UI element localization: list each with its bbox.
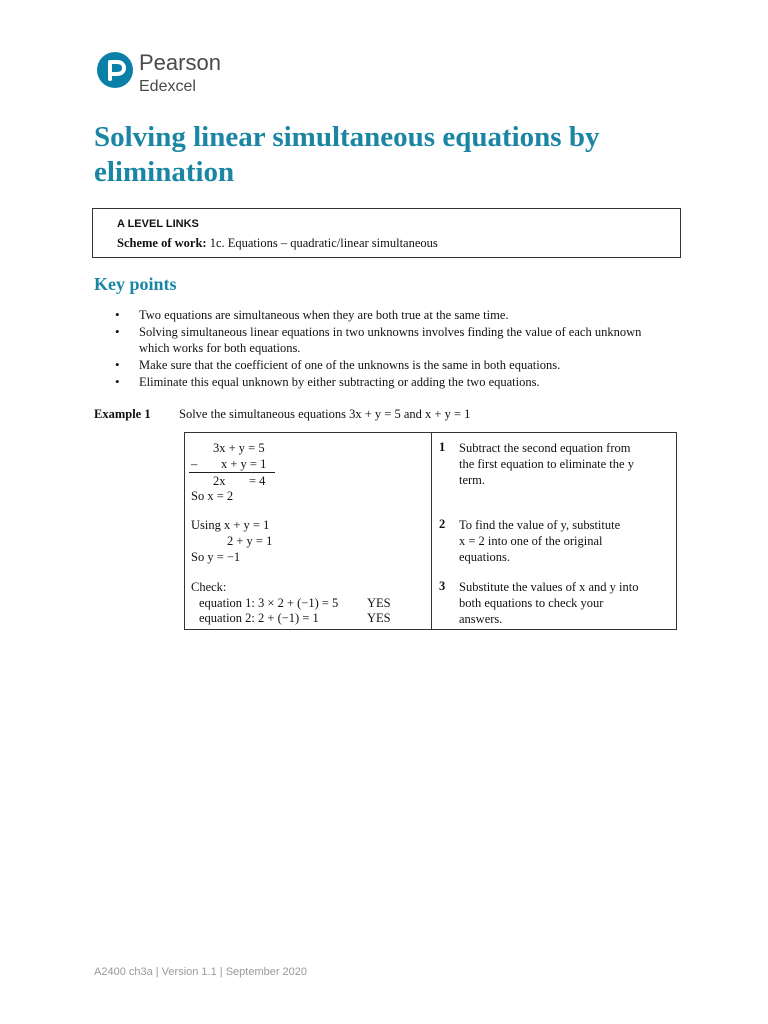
- scheme-of-work: [117, 236, 438, 251]
- example-table: [184, 432, 677, 630]
- pearson-p-icon: [97, 52, 133, 88]
- table-divider: [431, 433, 432, 629]
- key-point-item: • Two equations are simultaneous when they are both true at the same time.: [115, 307, 675, 323]
- working-using: Using x + y = 1: [191, 518, 270, 532]
- working-result-lhs: 2x: [213, 474, 226, 488]
- example-label: Example 1: [94, 407, 151, 421]
- step-text: Substitute the values of x and y into both equations to check your answers.: [459, 580, 639, 626]
- example-text: Solve the simultaneous equations 3x + y = 5 and x + y = 1: [179, 407, 471, 421]
- page-title: Solving linear simultaneous equations by elimination: [94, 121, 600, 188]
- key-point-item: • Make sure that the coefficient of one of the unknowns is the same in both equations.: [115, 357, 675, 373]
- working-so-y: So y = −1: [191, 550, 241, 564]
- check-equation-1: equation 1: 3 × 2 + (−1) = 5: [199, 596, 339, 610]
- logo-sub: Edexcel: [139, 78, 196, 95]
- check-result-1: YES: [367, 596, 391, 610]
- step-number: 3: [439, 579, 446, 593]
- working-eq2: x + y = 1: [221, 457, 267, 471]
- scheme-label: Scheme of work:: [117, 236, 207, 250]
- scheme-value: 1c. Equations – quadratic/linear simultaneous: [209, 236, 438, 250]
- step-number: 1: [439, 440, 446, 454]
- links-heading: A LEVEL LINKS: [117, 218, 199, 230]
- key-point-item: • Solving simultaneous linear equations in two unknowns involves finding the value of each unknown which works for both equations.: [115, 324, 675, 356]
- working-eq1: 3x + y = 5: [213, 441, 265, 455]
- working-so-x: So x = 2: [191, 489, 234, 503]
- key-points-title: Key points: [94, 274, 177, 294]
- check-result-2: YES: [367, 611, 391, 625]
- check-equation-2: equation 2: 2 + (−1) = 1: [199, 611, 319, 625]
- step-text: To find the value of y, substitute x = 2 into one of the original equations.: [459, 518, 621, 564]
- key-point-item: • Eliminate this equal unknown by either subtracting or adding the two equations.: [115, 374, 675, 390]
- check-label: Check:: [191, 580, 227, 594]
- page-footer: A2400 ch3a | Version 1.1 | September 2020: [94, 966, 308, 978]
- step-text: Subtract the second equation from the first equation to eliminate the y term.: [459, 441, 634, 487]
- logo-brand: Pearson: [139, 50, 221, 75]
- working-substituted: 2 + y = 1: [227, 534, 273, 548]
- working-result-rhs: = 4: [249, 474, 266, 488]
- working-minus: –: [191, 457, 198, 471]
- key-points-list: [115, 307, 675, 391]
- step-number: 2: [439, 517, 446, 531]
- a-level-links-box: [92, 208, 681, 258]
